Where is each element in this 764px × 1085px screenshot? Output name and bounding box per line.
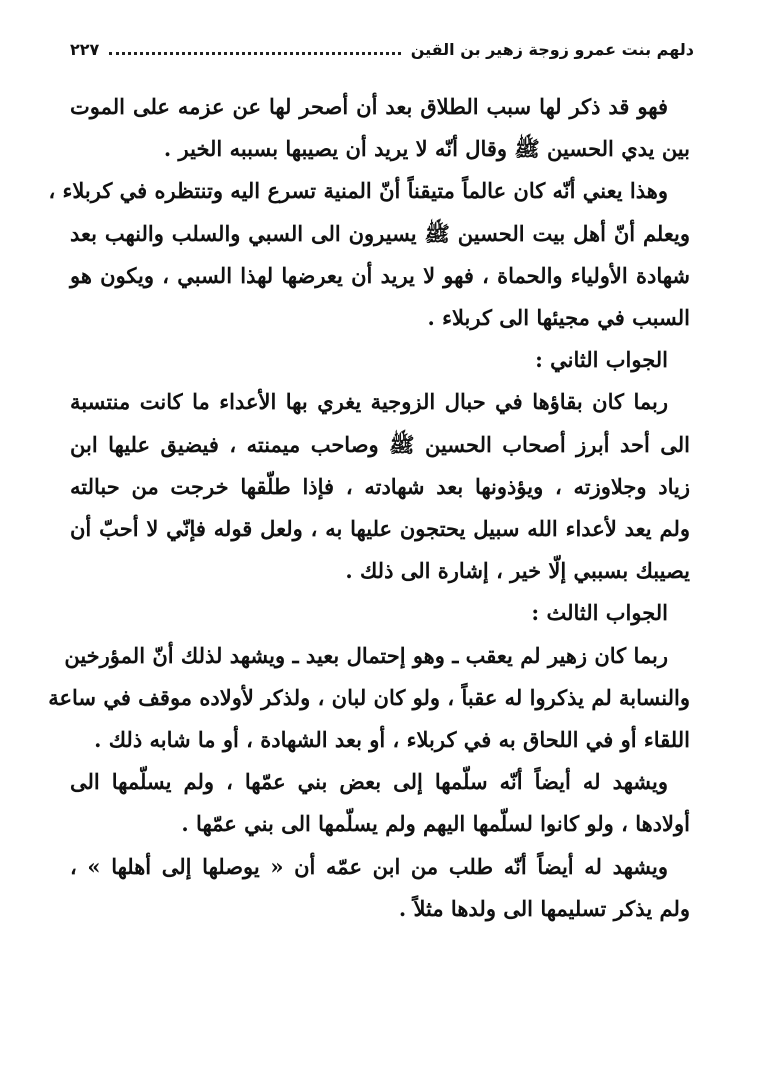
page-number: ٢٢٧	[70, 39, 100, 59]
text-line: والنسابة لم يذكروا له عقباً ، ولو كان لبان ، ولذكر لأولاده موقف في ساعة	[48, 684, 690, 710]
text-line: زياد وجلاوزته ، ويؤذونها بعد شهادته ، فإذا طلّقها خرجت من حبالته	[70, 473, 690, 499]
text-line: فهو قد ذكر لها سبب الطلاق بعد أن أصحر لها عن عزمه على الموت	[70, 94, 668, 119]
text-line: بين يدي الحسين ﷺ وقال أنّه لا يريد أن يصيبها بسببه الخير .	[163, 136, 690, 162]
body-text	[48, 86, 690, 930]
text-line: ويعلم أنّ أهل بيت الحسين ﷺ يسيرون الى السبي والسلب والنهب بعد	[70, 220, 690, 246]
text-line: ربما كان بقاؤها في حبال الزوجية يغري بها الأعداء ما كانت منتسبة	[70, 389, 668, 415]
text-line: وهذا يعني أنّه كان عالماً متيقناً أنّ المنية تسرع اليه وتنتظره في كربلاء ،	[48, 178, 668, 204]
leader-dots	[109, 52, 400, 55]
text-line: يصيبك بسببي إلّا خير ، إشارة الى ذلك .	[345, 558, 690, 584]
text-line: ويشهد له أيضاً أنّه طلب من ابن عمّه أن « يوصلها إلى أهلها » ،	[70, 853, 668, 879]
chapter-title: دلهم بنت عمرو زوجة زهير بن القين	[410, 39, 694, 59]
text-line: الى أحد أبرز أصحاب الحسين ﷺ وصاحب ميمنته ، فيضيق عليها ابن	[70, 431, 690, 457]
text-line: ربما كان زهير لم يعقب ـ وهو إحتمال بعيد ـ ويشهد لذلك أنّ المؤرخين	[64, 642, 668, 668]
section-heading: الجواب الثاني :	[535, 347, 668, 373]
text-line: ولم يذكر تسليمها الى ولدها مثلاً .	[398, 895, 690, 921]
running-header	[70, 34, 694, 64]
text-line: السبب في مجيئها الى كربلاء .	[427, 305, 690, 331]
text-line: ولم يعد لأعداء الله سبيل يحتجون عليها به ، ولعل قوله فإنّي لا أحبّ أن	[70, 516, 690, 542]
text-line: شهادة الأولياء والحماة ، فهو لا يريد أن يعرضها لهذا السبي ، ويكون هو	[70, 262, 690, 288]
text-line: ويشهد له أيضاً أنّه سلّمها إلى بعض بني عمّها ، ولم يسلّمها الى	[70, 769, 668, 795]
text-line: اللقاء أو في اللحاق به في كربلاء ، أو بعد الشهادة ، أو ما شابه ذلك .	[94, 727, 690, 753]
text-line: أولادها ، ولو كانوا لسلّمها اليهم ولم يسلّمها الى بني عمّها .	[181, 811, 690, 837]
section-heading: الجواب الثالث :	[531, 600, 668, 626]
